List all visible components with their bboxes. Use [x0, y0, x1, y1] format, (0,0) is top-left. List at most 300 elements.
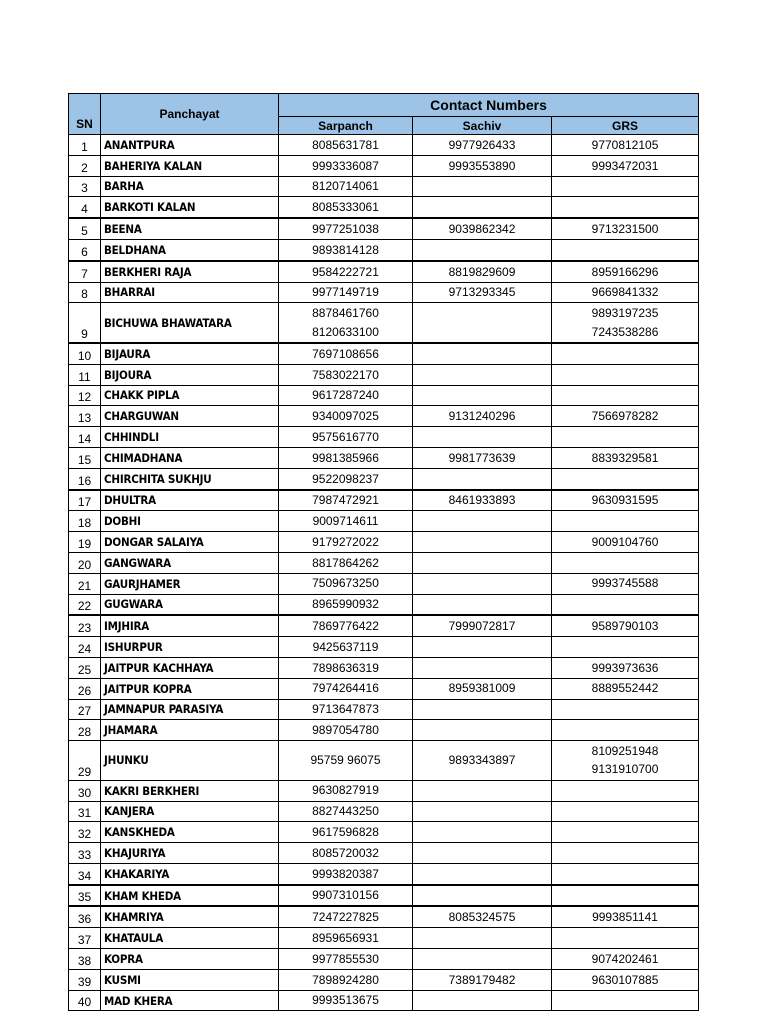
grs-number: 9993472031	[591, 158, 659, 173]
sarpanch-number: 9617287240	[312, 388, 379, 403]
cell-sn: 17	[69, 490, 101, 511]
cell-sarpanch	[279, 155, 413, 176]
cell-sarpanch	[279, 637, 413, 658]
cell-sachiv	[413, 990, 552, 1011]
table-row	[69, 928, 699, 949]
cell-sarpanch	[279, 303, 413, 343]
cell-panchayat: BERKHERI RAJA	[101, 261, 279, 282]
cell-sachiv	[413, 801, 552, 822]
sarpanch-number: 7974264416	[312, 681, 379, 696]
grs-number: 8839329581	[591, 450, 659, 465]
table-row	[69, 239, 699, 260]
cell-grs	[552, 843, 699, 864]
cell-sachiv	[413, 885, 552, 907]
cell-sachiv	[413, 261, 552, 282]
sarpanch-number: 8120714061	[312, 179, 379, 194]
sarpanch-number: 9893814128	[312, 242, 379, 257]
cell-grs	[552, 239, 699, 260]
cell-sachiv	[413, 197, 552, 218]
header-contact-numbers: Contact Numbers	[279, 94, 699, 117]
cell-grs	[552, 511, 699, 532]
table-row	[69, 490, 699, 511]
cell-grs	[552, 928, 699, 949]
cell-panchayat: CHHINDLI	[101, 427, 279, 448]
cell-sarpanch	[279, 699, 413, 720]
grs-number: 9669841332	[591, 285, 659, 300]
table-row	[69, 699, 699, 720]
cell-panchayat: MAD KHERA	[101, 990, 279, 1011]
table-row	[69, 447, 699, 468]
cell-panchayat: KHAKARIYA	[101, 863, 279, 884]
cell-sarpanch	[279, 552, 413, 573]
table-row	[69, 468, 699, 489]
cell-sn: 11	[69, 364, 101, 385]
cell-panchayat: BEENA	[101, 218, 279, 239]
sachiv-number: 8461933893	[448, 493, 516, 508]
cell-sarpanch	[279, 218, 413, 239]
sarpanch-number: 7898924280	[312, 972, 379, 987]
cell-sn: 30	[69, 780, 101, 801]
cell-sachiv	[413, 780, 552, 801]
cell-sn: 13	[69, 406, 101, 427]
cell-grs	[552, 427, 699, 448]
cell-sarpanch	[279, 906, 413, 927]
cell-sarpanch	[279, 573, 413, 594]
grs-number: 7243538286	[591, 324, 659, 339]
cell-sachiv	[413, 906, 552, 927]
sarpanch-number: 7509673250	[312, 576, 379, 591]
grs-number: 9993973636	[591, 660, 659, 675]
sarpanch-number: 9713647873	[312, 702, 379, 717]
cell-grs	[552, 282, 699, 303]
grs-number: 9131910700	[591, 762, 659, 777]
cell-sn: 12	[69, 385, 101, 406]
table-row	[69, 949, 699, 970]
table-row	[69, 678, 699, 699]
cell-panchayat: BIJOURA	[101, 364, 279, 385]
cell-sn: 4	[69, 197, 101, 218]
sarpanch-number: 8878461760	[312, 306, 379, 321]
cell-sn: 35	[69, 885, 101, 907]
cell-sarpanch	[279, 843, 413, 864]
cell-sn: 22	[69, 594, 101, 615]
cell-panchayat: GANGWARA	[101, 552, 279, 573]
cell-grs	[552, 261, 699, 282]
sarpanch-number: 8827443250	[312, 804, 379, 819]
cell-grs	[552, 885, 699, 907]
cell-sarpanch	[279, 427, 413, 448]
cell-sachiv	[413, 343, 552, 364]
cell-sarpanch	[279, 863, 413, 884]
cell-grs	[552, 364, 699, 385]
cell-grs	[552, 678, 699, 699]
cell-panchayat: JAITPUR KOPRA	[101, 678, 279, 699]
grs-number: 9713231500	[591, 221, 659, 236]
cell-panchayat: CHIMADHANA	[101, 447, 279, 468]
cell-sn: 5	[69, 218, 101, 239]
cell-sarpanch	[279, 406, 413, 427]
cell-sarpanch	[279, 343, 413, 364]
cell-sn: 29	[69, 741, 101, 781]
cell-sachiv	[413, 135, 552, 156]
cell-sachiv	[413, 552, 552, 573]
cell-sachiv	[413, 615, 552, 636]
cell-sachiv	[413, 637, 552, 658]
sarpanch-number: 9993336087	[312, 158, 379, 173]
cell-sn: 9	[69, 303, 101, 343]
sarpanch-number: 7247227825	[312, 910, 379, 925]
cell-sachiv	[413, 949, 552, 970]
sarpanch-number: 9993513675	[312, 993, 379, 1008]
cell-sachiv	[413, 490, 552, 511]
table-row	[69, 511, 699, 532]
cell-sn: 25	[69, 657, 101, 678]
cell-sn: 6	[69, 239, 101, 260]
cell-panchayat: ANANTPURA	[101, 135, 279, 156]
cell-sn: 10	[69, 343, 101, 364]
cell-grs	[552, 573, 699, 594]
cell-sarpanch	[279, 969, 413, 990]
table-row	[69, 780, 699, 801]
table-row	[69, 863, 699, 884]
cell-sarpanch	[279, 885, 413, 907]
table-row	[69, 885, 699, 907]
sarpanch-number: 8817864262	[312, 555, 379, 570]
cell-sn: 8	[69, 282, 101, 303]
cell-sarpanch	[279, 261, 413, 282]
sarpanch-number: 7869776422	[312, 619, 379, 634]
table-row	[69, 218, 699, 239]
cell-grs	[552, 552, 699, 573]
table-row	[69, 615, 699, 636]
sarpanch-number: 8965990932	[312, 597, 379, 612]
cell-grs	[552, 447, 699, 468]
table-row	[69, 155, 699, 176]
header-sn: SN	[69, 94, 101, 135]
sarpanch-number: 7697108656	[312, 346, 379, 361]
grs-number: 9993745588	[591, 576, 659, 591]
cell-panchayat: BAHERIYA KALAN	[101, 155, 279, 176]
cell-sarpanch	[279, 282, 413, 303]
table-row	[69, 657, 699, 678]
cell-panchayat: KOPRA	[101, 949, 279, 970]
cell-grs	[552, 615, 699, 636]
table-row	[69, 532, 699, 553]
cell-panchayat: KANSKHEDA	[101, 822, 279, 843]
cell-sn: 1	[69, 135, 101, 156]
cell-sn: 20	[69, 552, 101, 573]
cell-sarpanch	[279, 197, 413, 218]
cell-sarpanch	[279, 928, 413, 949]
cell-panchayat: JHUNKU	[101, 741, 279, 781]
sarpanch-number: 9575616770	[312, 429, 379, 444]
cell-sarpanch	[279, 801, 413, 822]
table-row	[69, 969, 699, 990]
cell-panchayat: ISHURPUR	[101, 637, 279, 658]
cell-panchayat: KUSMI	[101, 969, 279, 990]
sarpanch-number: 8959656931	[312, 931, 379, 946]
cell-grs	[552, 637, 699, 658]
cell-sarpanch	[279, 594, 413, 615]
cell-sachiv	[413, 511, 552, 532]
table-row	[69, 720, 699, 741]
grs-number: 9009104760	[591, 534, 659, 549]
cell-grs	[552, 343, 699, 364]
table-row	[69, 637, 699, 658]
sarpanch-number: 9617596828	[312, 825, 379, 840]
cell-sachiv	[413, 303, 552, 343]
cell-sn: 18	[69, 511, 101, 532]
table-row	[69, 427, 699, 448]
cell-grs	[552, 741, 699, 781]
grs-number: 8109251948	[591, 744, 659, 759]
cell-grs	[552, 155, 699, 176]
cell-grs	[552, 863, 699, 884]
cell-sn: 33	[69, 843, 101, 864]
sarpanch-number: 9897054780	[312, 723, 379, 738]
cell-grs	[552, 135, 699, 156]
table-row	[69, 135, 699, 156]
table-row	[69, 197, 699, 218]
grs-number: 9770812105	[591, 137, 659, 152]
cell-panchayat: CHAKK PIPLA	[101, 385, 279, 406]
cell-sachiv	[413, 822, 552, 843]
sachiv-number: 7389179482	[448, 972, 516, 987]
cell-grs	[552, 720, 699, 741]
cell-grs	[552, 822, 699, 843]
sachiv-number: 9893343897	[448, 753, 516, 768]
sachiv-number: 9977926433	[448, 137, 516, 152]
cell-grs	[552, 657, 699, 678]
cell-sachiv	[413, 176, 552, 197]
sarpanch-number: 7583022170	[312, 367, 379, 382]
cell-panchayat: KHATAULA	[101, 928, 279, 949]
cell-sn: 28	[69, 720, 101, 741]
cell-panchayat: BELDHANA	[101, 239, 279, 260]
cell-grs	[552, 490, 699, 511]
cell-sarpanch	[279, 511, 413, 532]
grs-number: 8959166296	[591, 264, 659, 279]
cell-panchayat: DOBHI	[101, 511, 279, 532]
table-row	[69, 573, 699, 594]
cell-panchayat: BARKOTI KALAN	[101, 197, 279, 218]
table-row	[69, 843, 699, 864]
grs-number: 9630107885	[591, 972, 659, 987]
cell-sarpanch	[279, 822, 413, 843]
cell-sarpanch	[279, 615, 413, 636]
cell-panchayat: BICHUWA BHAWATARA	[101, 303, 279, 343]
sarpanch-number: 7987472921	[312, 493, 379, 508]
cell-sarpanch	[279, 239, 413, 260]
cell-sn: 37	[69, 928, 101, 949]
table-row	[69, 261, 699, 282]
cell-sn: 23	[69, 615, 101, 636]
cell-sachiv	[413, 741, 552, 781]
sarpanch-number: 9584222721	[312, 264, 379, 279]
cell-panchayat: CHARGUWAN	[101, 406, 279, 427]
cell-sn: 26	[69, 678, 101, 699]
sarpanch-number: 9977855530	[312, 951, 379, 966]
table-row	[69, 282, 699, 303]
sachiv-number: 9981773639	[448, 450, 516, 465]
sarpanch-number: 9907310156	[312, 888, 379, 903]
cell-panchayat: KHAM KHEDA	[101, 885, 279, 907]
cell-grs	[552, 594, 699, 615]
cell-grs	[552, 468, 699, 489]
cell-grs	[552, 218, 699, 239]
cell-sarpanch	[279, 949, 413, 970]
table-row	[69, 343, 699, 364]
cell-sarpanch	[279, 720, 413, 741]
sarpanch-number: 9009714611	[312, 514, 379, 529]
table-row	[69, 801, 699, 822]
sachiv-number: 8959381009	[448, 681, 516, 696]
cell-sarpanch	[279, 447, 413, 468]
sarpanch-number: 8085333061	[312, 200, 379, 215]
cell-sachiv	[413, 969, 552, 990]
cell-panchayat: BHARRAI	[101, 282, 279, 303]
grs-number: 9893197235	[591, 306, 659, 321]
cell-sn: 38	[69, 949, 101, 970]
cell-panchayat: GUGWARA	[101, 594, 279, 615]
cell-grs	[552, 969, 699, 990]
sarpanch-number: 8085720032	[312, 845, 379, 860]
table-row	[69, 303, 699, 343]
cell-panchayat: KAKRI BERKHERI	[101, 780, 279, 801]
cell-sachiv	[413, 863, 552, 884]
cell-sarpanch	[279, 176, 413, 197]
table-row	[69, 176, 699, 197]
table-row	[69, 594, 699, 615]
sarpanch-number: 9425637119	[312, 639, 379, 654]
cell-grs	[552, 906, 699, 927]
sarpanch-number: 9993820387	[312, 866, 379, 881]
cell-panchayat: JHAMARA	[101, 720, 279, 741]
cell-sn: 36	[69, 906, 101, 927]
sachiv-number: 8819829609	[448, 264, 516, 279]
cell-grs	[552, 532, 699, 553]
table-row	[69, 406, 699, 427]
cell-sachiv	[413, 155, 552, 176]
grs-number: 9993851141	[592, 910, 658, 925]
cell-sachiv	[413, 447, 552, 468]
cell-sn: 31	[69, 801, 101, 822]
cell-grs	[552, 406, 699, 427]
sarpanch-number: 95759 96075	[310, 753, 381, 768]
cell-sn: 2	[69, 155, 101, 176]
cell-sachiv	[413, 699, 552, 720]
cell-sachiv	[413, 720, 552, 741]
cell-sachiv	[413, 239, 552, 260]
cell-panchayat: BARHA	[101, 176, 279, 197]
cell-sachiv	[413, 928, 552, 949]
cell-sn: 24	[69, 637, 101, 658]
table-row	[69, 741, 699, 781]
table-body	[69, 135, 699, 1011]
cell-sachiv	[413, 385, 552, 406]
cell-sachiv	[413, 218, 552, 239]
cell-sarpanch	[279, 532, 413, 553]
sarpanch-number: 8085631781	[312, 137, 379, 152]
sarpanch-number: 9340097025	[312, 409, 379, 424]
cell-sachiv	[413, 364, 552, 385]
cell-sachiv	[413, 468, 552, 489]
cell-sarpanch	[279, 678, 413, 699]
table-row	[69, 822, 699, 843]
cell-sarpanch	[279, 385, 413, 406]
cell-sarpanch	[279, 468, 413, 489]
cell-sachiv	[413, 843, 552, 864]
sarpanch-number: 9630827919	[312, 783, 379, 798]
cell-panchayat: CHIRCHITA SUKHJU	[101, 468, 279, 489]
sachiv-number: 9713293345	[448, 285, 516, 300]
cell-grs	[552, 385, 699, 406]
cell-sn: 27	[69, 699, 101, 720]
sachiv-number: 9039862342	[448, 221, 516, 236]
cell-panchayat: DONGAR SALAIYA	[101, 532, 279, 553]
cell-panchayat: GAURJHAMER	[101, 573, 279, 594]
sarpanch-number: 7898636319	[312, 660, 379, 675]
cell-panchayat: BIJAURA	[101, 343, 279, 364]
table-row	[69, 364, 699, 385]
table-header	[69, 94, 699, 135]
header-sachiv: Sachiv	[413, 117, 552, 135]
cell-sn: 7	[69, 261, 101, 282]
cell-panchayat: KANJERA	[101, 801, 279, 822]
cell-sn: 14	[69, 427, 101, 448]
cell-sn: 32	[69, 822, 101, 843]
header-sarpanch: Sarpanch	[279, 117, 413, 135]
sarpanch-number: 9522098237	[312, 471, 379, 486]
cell-panchayat: KHAJURIYA	[101, 843, 279, 864]
sarpanch-number: 9977149719	[312, 285, 379, 300]
grs-number: 7566978282	[591, 409, 659, 424]
cell-grs	[552, 990, 699, 1011]
cell-grs	[552, 303, 699, 343]
sarpanch-number: 9981385966	[312, 450, 379, 465]
cell-sachiv	[413, 406, 552, 427]
grs-number: 8889552442	[591, 681, 659, 696]
cell-sarpanch	[279, 657, 413, 678]
cell-sachiv	[413, 282, 552, 303]
cell-grs	[552, 699, 699, 720]
cell-grs	[552, 801, 699, 822]
cell-sn: 21	[69, 573, 101, 594]
cell-sn: 40	[69, 990, 101, 1011]
sarpanch-number: 9977251038	[312, 221, 379, 236]
sachiv-number: 9131240296	[448, 409, 516, 424]
cell-grs	[552, 176, 699, 197]
cell-sachiv	[413, 594, 552, 615]
sachiv-number: 9993553890	[448, 158, 516, 173]
cell-sarpanch	[279, 780, 413, 801]
table-row	[69, 385, 699, 406]
cell-sn: 15	[69, 447, 101, 468]
cell-grs	[552, 197, 699, 218]
sachiv-number: 8085324575	[448, 910, 516, 925]
cell-panchayat: JAMNAPUR PARASIYA	[101, 699, 279, 720]
cell-sachiv	[413, 678, 552, 699]
sarpanch-number: 8120633100	[312, 324, 379, 339]
cell-sachiv	[413, 532, 552, 553]
table-row	[69, 906, 699, 927]
cell-sarpanch	[279, 135, 413, 156]
cell-panchayat: KHAMRIYA	[101, 906, 279, 927]
grs-number: 9589790103	[591, 619, 659, 634]
cell-sachiv	[413, 427, 552, 448]
sachiv-number: 7999072817	[448, 619, 516, 634]
cell-panchayat: IMJHIRA	[101, 615, 279, 636]
